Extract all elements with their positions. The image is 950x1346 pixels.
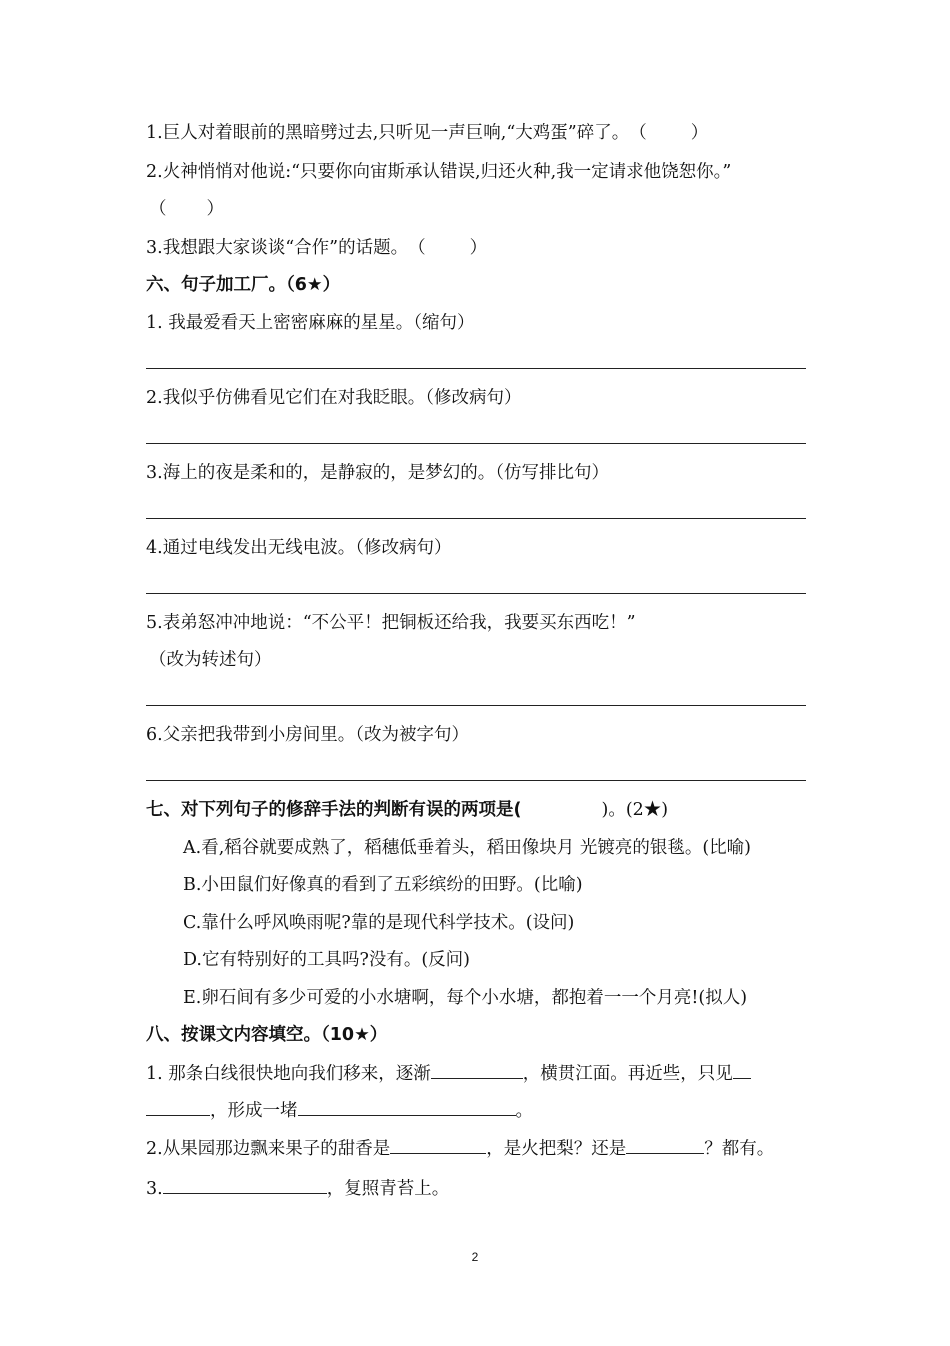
section-6-heading: 六、句子加工厂。（6★）: [146, 275, 341, 295]
option-e: E.卵石间有多少可爱的小水塘啊，每个小水塘，都抱着一一个月亮!(拟人): [183, 988, 748, 1008]
option-c: C.靠什么呼风唤雨呢?靠的是现代科学技术。(设问): [183, 913, 575, 933]
section-7-heading: [146, 797, 668, 823]
fill-blank[interactable]: [146, 1097, 210, 1116]
answer-paren-close: ）: [469, 238, 488, 258]
question-6-5-note: （改为转述句）: [149, 650, 272, 670]
question-8-2: [146, 1135, 774, 1161]
fill-blank[interactable]: [733, 1060, 751, 1079]
answer-line-6-4[interactable]: [146, 593, 806, 594]
answer-line-6-1[interactable]: [146, 368, 806, 369]
question-5-3: [146, 235, 487, 261]
question-text: ，横贯江面。再近些，只见: [522, 1064, 733, 1084]
answer-paren-close: ）: [690, 123, 709, 143]
question-text: ，是火把梨？还是: [486, 1139, 627, 1159]
question-6-5: 5.表弟怒冲冲地说：“不公平！把铜板还给我，我要买东西吃！”: [146, 613, 636, 633]
page-number: 2: [471, 1250, 479, 1264]
question-text: 3.我想跟大家谈谈“合作”的话题。: [146, 238, 409, 258]
question-6-6: 6.父亲把我带到小房间里。（改为被字句）: [146, 725, 469, 745]
question-8-1: [146, 1060, 751, 1086]
question-text: 1. 那条白线很快地向我们移来，逐渐: [146, 1064, 431, 1084]
question-5-2-paren: [149, 196, 224, 222]
question-8-1-cont: [146, 1097, 533, 1123]
question-text: 2.从果园那边飘来果子的甜香是: [146, 1139, 391, 1159]
fill-blank[interactable]: [431, 1060, 523, 1079]
section-7-heading-score: )。(2★): [601, 800, 669, 820]
question-text: ？都有。: [704, 1139, 775, 1159]
fill-blank[interactable]: [298, 1097, 516, 1116]
section-7-heading-text: 七、对下列句子的修辞手法的判断有误的两项是(: [146, 800, 522, 820]
question-6-2: 2.我似乎仿佛看见它们在对我眨眼。（修改病句）: [146, 388, 522, 408]
question-text: ，复照青苔上。: [326, 1179, 450, 1199]
question-5-2: [146, 159, 731, 185]
answer-line-6-6[interactable]: [146, 780, 806, 781]
section-8-heading: 八、按课文内容填空。（10★）: [146, 1025, 388, 1045]
question-8-3: [146, 1175, 449, 1201]
question-5-1: [146, 120, 708, 146]
question-6-1: 1. 我最爱看天上密密麻麻的星星。（缩句）: [146, 313, 475, 333]
fill-blank[interactable]: [390, 1135, 486, 1154]
answer-line-6-5[interactable]: [146, 705, 806, 706]
answer-paren-open: （: [408, 238, 426, 258]
answer-line-6-2[interactable]: [146, 443, 806, 444]
option-b: B.小田鼠们好像真的看到了五彩缤纷的田野。(比喻): [183, 875, 583, 895]
fill-blank[interactable]: [163, 1175, 327, 1194]
answer-paren-close: ）: [206, 199, 224, 219]
question-text: 2.火神悄悄对他说:“只要你向宙斯承认错误,归还火种,我一定请求他饶恕你。”: [146, 162, 732, 182]
option-a: A.看,稻谷就要成熟了，稻穗低垂着头，稻田像块月 光镀亮的银毯。(比喻): [183, 838, 751, 858]
question-6-4: 4.通过电线发出无线电波。（修改病句）: [146, 538, 452, 558]
question-text: 1.巨人对着眼前的黑暗劈过去,只听见一声巨响,“大鸡蛋”碎了。: [146, 123, 630, 143]
question-text: ，形成一堵: [210, 1101, 298, 1121]
answer-line-6-3[interactable]: [146, 518, 806, 519]
fill-blank[interactable]: [626, 1135, 704, 1154]
question-text: 。: [515, 1101, 533, 1121]
answer-paren-open: （: [629, 123, 647, 143]
question-6-3: 3.海上的夜是柔和的，是静寂的，是梦幻的。（仿写排比句）: [146, 463, 609, 483]
option-d: D.它有特别好的工具吗?没有。(反问): [183, 950, 471, 970]
question-text: 3.: [146, 1179, 163, 1199]
answer-paren-open: （: [149, 199, 167, 219]
